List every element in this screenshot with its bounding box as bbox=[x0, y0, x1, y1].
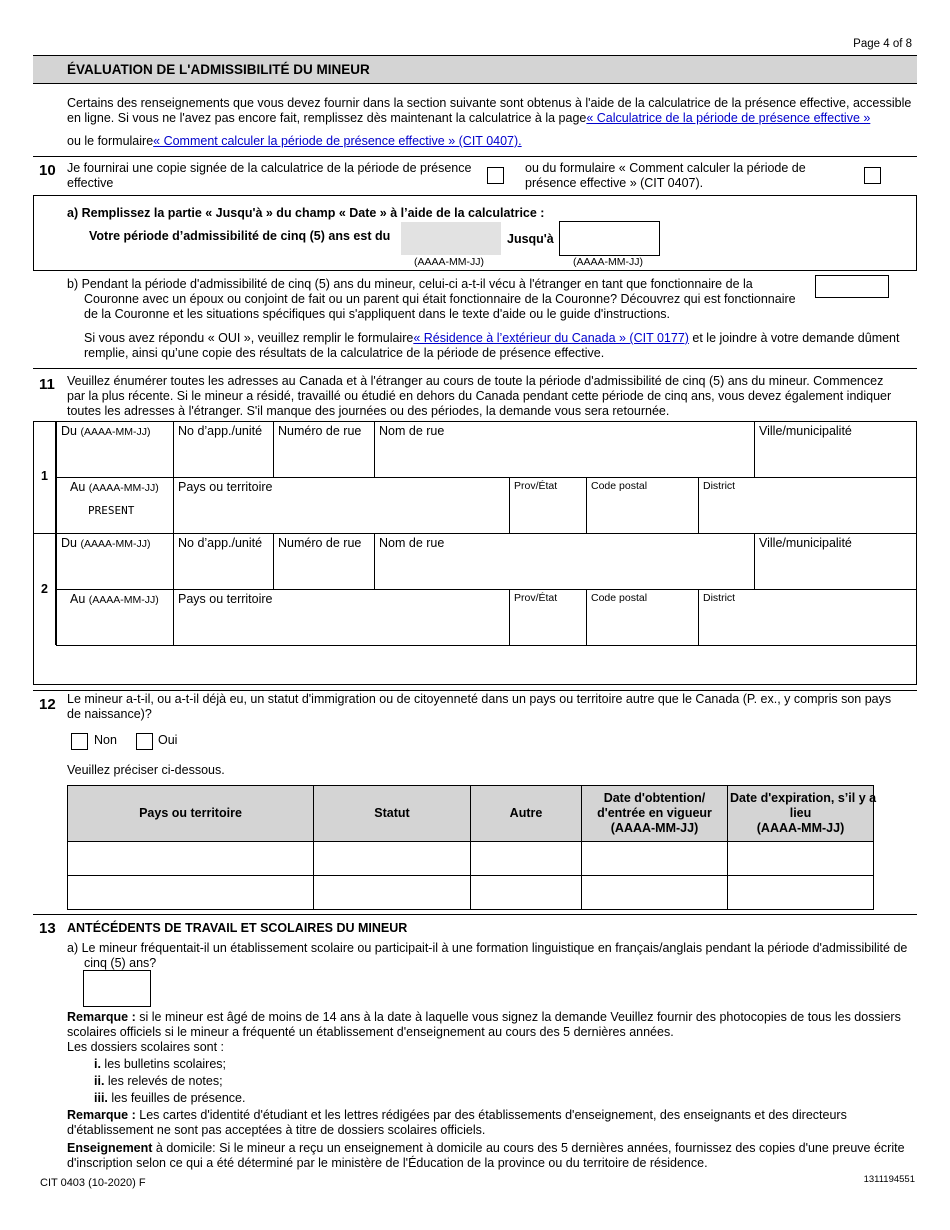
header-status: Statut bbox=[314, 786, 471, 842]
row1-apt-unit[interactable]: No d’app./unité bbox=[173, 421, 274, 478]
records-item-2-num: ii. bbox=[94, 1074, 105, 1088]
form-code: CIT 0403 (10-2020) F bbox=[40, 1177, 146, 1189]
records-item-3-num: iii. bbox=[94, 1091, 108, 1105]
intro-form-line bbox=[67, 134, 522, 148]
records-intro: Les dossiers scolaires sont : bbox=[67, 1040, 225, 1054]
row1-street-number[interactable]: Numéro de rue bbox=[273, 421, 375, 478]
row2-street-number[interactable]: Numéro de rue bbox=[273, 533, 375, 590]
q12-text: Le mineur a-t-il, ou a-t-il déjà eu, un statut d'immigration ou de citoyenneté dans un pays ou territoire autre que le Canada (P. ex., y compris son pays de naissance)? bbox=[67, 692, 892, 721]
header-date-expiry bbox=[728, 786, 877, 842]
q10-option2-text: ou du formulaire « Comment calculer la période de présence effective » (CIT 0407). bbox=[525, 161, 806, 190]
records-item-2-text: les relevés de notes; bbox=[104, 1074, 223, 1088]
row2-apt-unit[interactable]: No d’app./unité bbox=[173, 533, 274, 590]
eligibility-start-date-field[interactable] bbox=[401, 222, 501, 255]
header-date-effective-line3: (AAAA-MM-JJ) bbox=[610, 821, 699, 835]
calculator-link[interactable]: « Calculatrice de la période de présence effective » bbox=[586, 111, 871, 125]
records-item-2 bbox=[94, 1074, 223, 1088]
records-item-3-text: les feuilles de présence. bbox=[107, 1091, 246, 1105]
status-row2-other[interactable] bbox=[471, 876, 582, 910]
row1-district[interactable]: District bbox=[698, 477, 917, 534]
records-item-1-text: les bulletins scolaires; bbox=[100, 1057, 227, 1071]
q10b-answer-field[interactable] bbox=[815, 275, 889, 298]
remark-1-label: Remarque : bbox=[67, 1010, 136, 1024]
cit0407-link[interactable]: « Comment calculer la période de présence effective » (CIT 0407). bbox=[153, 134, 522, 148]
remark-2 bbox=[67, 1108, 907, 1138]
row2-street-name[interactable]: Nom de rue bbox=[374, 533, 755, 590]
row1-from-label: Du bbox=[61, 424, 77, 438]
intro-paragraph bbox=[67, 96, 917, 126]
row1-to-label: Au bbox=[70, 480, 86, 494]
citizenship-status-table bbox=[67, 785, 877, 910]
row1-to-hint: (AAAA-MM-JJ) bbox=[88, 482, 159, 494]
q10b-yes-after-text: et le joindre à votre demande dûment remplie, ainsi qu’une copie des résultats de la calculatrice de la période de présence effective. bbox=[84, 331, 900, 360]
row2-prov-state[interactable]: Prov/État bbox=[509, 589, 587, 646]
status-row2-date-expiry[interactable] bbox=[728, 876, 874, 910]
home-schooling-text: à domicile: Si le mineur a reçu un enseignement à domicile au cours des 5 dernières années, fournissez des copies d'une preuve écrite d'inscription selon ce qui a été déterminé par le ministère de l'Éducation de la province ou du territoire de résidence. bbox=[67, 1141, 905, 1170]
start-date-hint: (AAAA-MM-JJ) bbox=[414, 256, 484, 268]
header-date-expiry-line2: lieu bbox=[789, 806, 812, 820]
question-12-number: 12 bbox=[39, 696, 56, 713]
q12-no-checkbox[interactable] bbox=[71, 733, 88, 750]
q12-yes-label: Oui bbox=[158, 733, 178, 747]
row2-from-date[interactable] bbox=[56, 533, 174, 590]
table-row bbox=[68, 842, 874, 876]
row2-to-label: Au bbox=[70, 592, 86, 606]
q12-yes-checkbox[interactable] bbox=[136, 733, 153, 750]
remark-1-text: si le mineur est âgé de moins de 14 ans à la date à laquelle vous signez la demande Veuillez fournir des photocopies de tous les dossiers scolaires officiels si le mineur a fréquenté un établissement d'enseignement au cours des 5 dernières années. bbox=[67, 1010, 901, 1039]
row2-to-date[interactable] bbox=[56, 589, 174, 646]
address-row-1-index: 1 bbox=[41, 469, 48, 483]
remark-2-text: Les cartes d'identité d'étudiant et les lettres rédigées par des établissements d'enseignement, des enseignants et des directeurs d'établissement ne sont pas acceptées à titre de dossiers scolaires officiels. bbox=[67, 1108, 847, 1137]
intro-or-text: ou le formulaire bbox=[67, 134, 154, 148]
row2-from-hint: (AAAA-MM-JJ) bbox=[80, 538, 151, 550]
address-row-2-index-cell bbox=[33, 533, 56, 645]
q10b-text: b) Pendant la période d'admissibilité de cinq (5) ans du mineur, celui-ci a-t-il vécu à l'étranger en tant que fonctionnaire de la Couronne avec un époux ou conjoint de fait ou un parent qui était fonctionnaire de la Couronne? Découvrez qui est fonctionnaire de la Couronne et les situations spécifiques qui s'appliquent dans le texte d'aide ou le guide d'instructions. bbox=[67, 277, 796, 321]
section-header bbox=[33, 55, 917, 84]
question-11-number: 11 bbox=[39, 376, 55, 393]
row1-postal-code[interactable]: Code postal bbox=[586, 477, 699, 534]
row1-country[interactable]: Pays ou territoire bbox=[173, 477, 510, 534]
row1-city[interactable]: Ville/municipalité bbox=[754, 421, 917, 478]
row2-to-hint: (AAAA-MM-JJ) bbox=[88, 594, 159, 606]
home-schooling bbox=[67, 1141, 907, 1171]
q12-specify-text: Veuillez préciser ci-dessous. bbox=[67, 763, 225, 777]
row2-from-label: Du bbox=[61, 536, 77, 550]
header-date-expiry-line1: Date d'expiration, s’il y a bbox=[730, 791, 877, 805]
header-country: Pays ou territoire bbox=[68, 786, 314, 842]
q10-option1-checkbox[interactable] bbox=[487, 167, 504, 184]
row2-district[interactable]: District bbox=[698, 589, 917, 646]
q10-option2-checkbox[interactable] bbox=[864, 167, 881, 184]
table-row bbox=[68, 876, 874, 910]
status-row2-country[interactable] bbox=[68, 876, 314, 910]
status-row1-other[interactable] bbox=[471, 842, 582, 876]
q10b-yes-text: Si vous avez répondu « OUI », veuillez remplir le formulaire bbox=[84, 331, 414, 345]
q11-text: Veuillez énumérer toutes les adresses au Canada et à l'étranger au cours de toute la période d'admissibilité de cinq (5) ans du mineur. Commencez par la plus récente. Si le mineur a résidé, travaillé ou étudié en dehors du Canada pendant cette période de cinq ans, vous devez également indiquer toutes les adresses à l'étranger. S'il manque des journées ou des périodes, la demande vous sera retournée. bbox=[67, 374, 892, 418]
row1-street-name[interactable]: Nom de rue bbox=[374, 421, 755, 478]
remark-2-label: Remarque : bbox=[67, 1108, 136, 1122]
barcode-number: 1311194551 bbox=[863, 1174, 915, 1185]
status-row1-status[interactable] bbox=[314, 842, 471, 876]
row1-from-hint: (AAAA-MM-JJ) bbox=[80, 426, 151, 438]
q10a-period-label: Votre période d’admissibilité de cinq (5) ans est du bbox=[89, 229, 391, 243]
q13a-answer-field[interactable] bbox=[83, 970, 151, 1007]
header-other: Autre bbox=[471, 786, 582, 842]
q10a-label: a) Remplissez la partie « Jusqu'à » du champ « Date » à l’aide de la calculatrice : bbox=[67, 206, 545, 220]
row2-city[interactable]: Ville/municipalité bbox=[754, 533, 917, 590]
q10-option1-text: Je fournirai une copie signée de la calculatrice de la période de présence effective bbox=[67, 161, 472, 190]
header-date-effective-line2: d'entrée en vigueur bbox=[597, 806, 712, 820]
row1-from-date[interactable] bbox=[56, 421, 174, 478]
address-row-1-index-cell bbox=[33, 421, 56, 533]
cit0177-link[interactable]: « Résidence à l’extérieur du Canada » (CIT 0177) bbox=[413, 331, 689, 345]
end-date-hint: (AAAA-MM-JJ) bbox=[573, 256, 643, 268]
status-row1-date-effective[interactable] bbox=[582, 842, 728, 876]
q13-title: ANTÉCÉDENTS DE TRAVAIL ET SCOLAIRES DU MINEUR bbox=[67, 921, 408, 935]
section-title: ÉVALUATION DE L'ADMISSIBILITÉ DU MINEUR bbox=[67, 62, 370, 77]
q12-no-label: Non bbox=[94, 733, 117, 747]
status-row1-date-expiry[interactable] bbox=[728, 842, 874, 876]
status-row2-status[interactable] bbox=[314, 876, 471, 910]
row2-country[interactable]: Pays ou territoire bbox=[173, 589, 510, 646]
records-item-1-num: i. bbox=[94, 1057, 101, 1071]
records-item-3 bbox=[94, 1091, 246, 1105]
until-label: Jusqu'à bbox=[507, 232, 554, 246]
row1-to-date[interactable] bbox=[56, 477, 174, 534]
remark-1 bbox=[67, 1010, 907, 1040]
eligibility-end-date-field[interactable] bbox=[559, 221, 660, 256]
status-row2-date-effective[interactable] bbox=[582, 876, 728, 910]
question-13-number: 13 bbox=[39, 920, 56, 937]
page-number: Page 4 of 8 bbox=[853, 38, 912, 50]
header-date-expiry-line3: (AAAA-MM-JJ) bbox=[756, 821, 845, 835]
records-item-1 bbox=[94, 1057, 226, 1071]
row2-postal-code[interactable]: Code postal bbox=[586, 589, 699, 646]
intro-text: Certains des renseignements que vous devez fournir dans la section suivante sont obtenus à l'aide de la calculatrice de la présence effective, accessible en ligne. Si vous ne l'avez pas encore fait, remplissez dès maintenant la calculatrice à la page bbox=[67, 96, 912, 125]
q13a-text: a) Le mineur fréquentait-il un établissement scolaire ou participait-il à une formation linguistique en français/anglais pendant la période d'admissibilité de cinq (5) ans? bbox=[67, 941, 908, 970]
home-schooling-label: Enseignement bbox=[67, 1141, 153, 1155]
status-row1-country[interactable] bbox=[68, 842, 314, 876]
address-row-2-index: 2 bbox=[41, 582, 48, 596]
row1-prov-state[interactable]: Prov/État bbox=[509, 477, 587, 534]
question-10-number: 10 bbox=[39, 162, 56, 179]
header-date-effective-line1: Date d'obtention/ bbox=[603, 791, 706, 805]
q10b-yes-paragraph bbox=[84, 331, 914, 361]
status-table-header-row bbox=[68, 786, 874, 842]
header-date-effective bbox=[582, 786, 728, 842]
row1-to-value: PRESENT bbox=[88, 504, 135, 517]
